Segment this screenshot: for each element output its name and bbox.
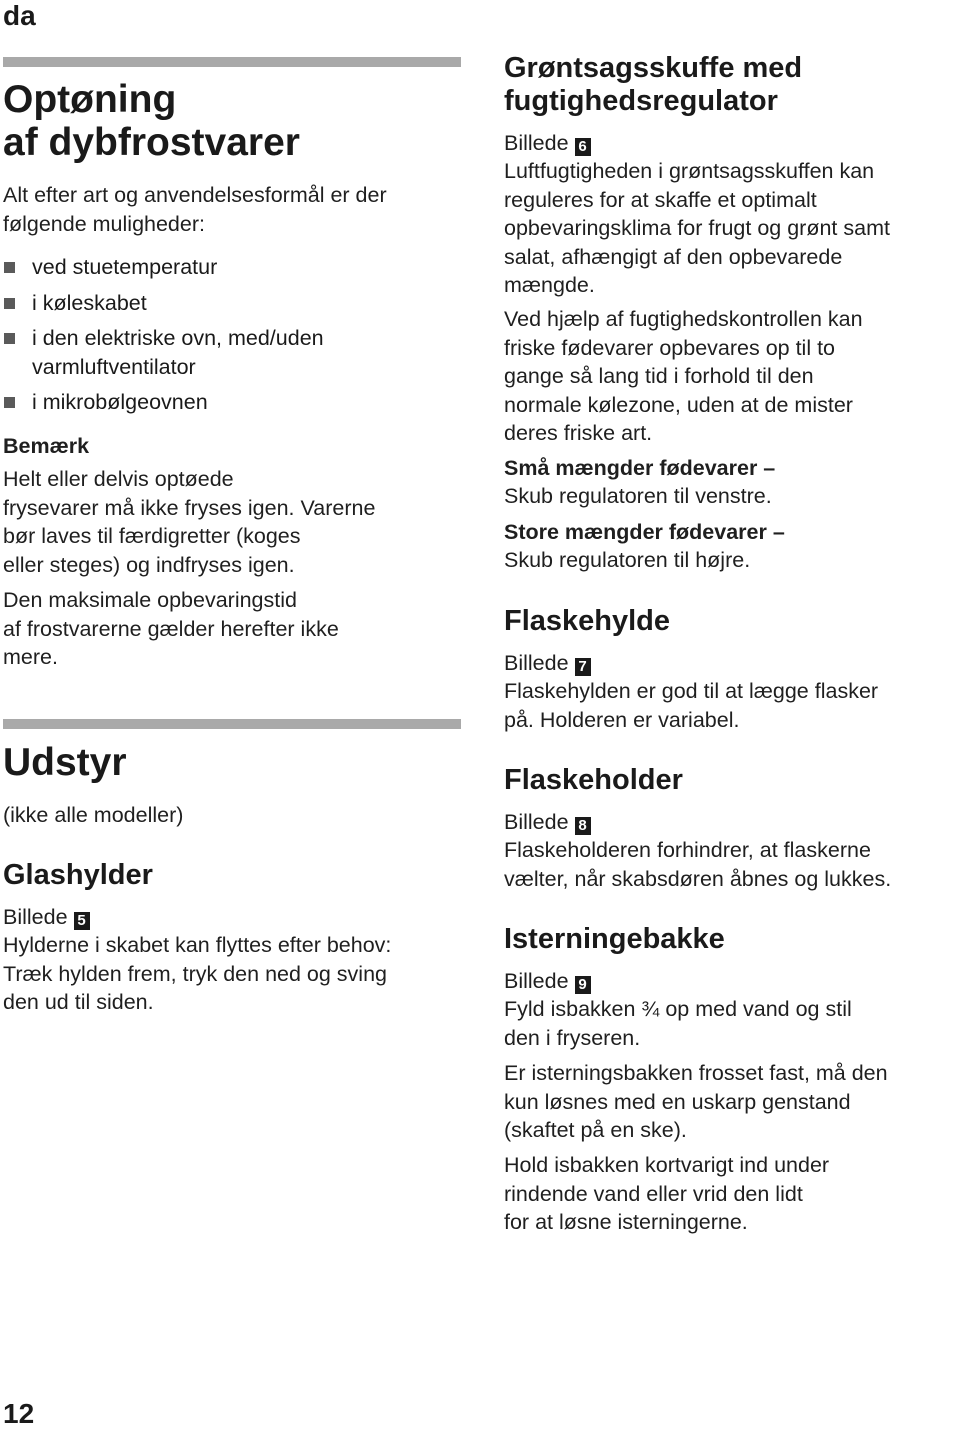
glass-shelves-text	[3, 931, 391, 1017]
text-line: normale kølezone, uden at de mister	[504, 392, 853, 417]
text-line: mere.	[3, 645, 58, 669]
bullet-square-icon	[4, 262, 15, 273]
subsection-title-bottle-holder: Flaskeholder	[504, 764, 683, 796]
figure-number-badge: 9	[575, 976, 591, 994]
text-line: i den elektriske ovn, med/uden	[32, 326, 324, 350]
text-line: Luftfugtigheden i grøntsagsskuffen kan	[504, 159, 875, 183]
equipment-subtitle: (ikke alle modeller)	[3, 803, 184, 827]
language-code: da	[3, 0, 36, 31]
figure-reference	[504, 649, 591, 678]
bullet-square-icon	[4, 298, 15, 309]
text-line: rindende vand eller vrid den lidt	[504, 1181, 803, 1206]
title-line: Optøning	[3, 78, 177, 121]
text-line: Flaskehylden er god til at lægge flasker	[504, 679, 879, 703]
text-line: følgende muligheder:	[3, 211, 205, 236]
subsection-title-vegetable-drawer	[504, 52, 802, 118]
text-line: Fyld isbakken ¾ op med vand og stil	[504, 997, 852, 1021]
figure-reference	[504, 967, 591, 996]
figure-label: Billede	[504, 810, 569, 834]
list-item	[3, 289, 324, 318]
small-quantities-text: Skub regulatoren til venstre.	[504, 484, 772, 508]
text-line: (skaftet på en ske).	[504, 1118, 687, 1142]
text-line: varmluftventilator	[32, 354, 196, 379]
text-line: af frostvarerne gælder herefter ikke	[3, 616, 339, 641]
figure-number-badge: 5	[74, 912, 90, 930]
text-line: på. Holderen er variabel.	[504, 707, 740, 732]
figure-reference	[3, 903, 90, 932]
text-line: Den maksimale opbevaringstid	[3, 588, 297, 612]
ice-tray-text-1	[504, 995, 852, 1052]
thawing-intro	[3, 181, 387, 238]
text-line: salat, afhængigt af den opbevarede	[504, 244, 843, 269]
text-line: bør laves til færdigretter (koges	[3, 524, 301, 548]
vegetable-drawer-text-2	[504, 305, 863, 448]
title-line: fugtighedsregulator	[504, 85, 778, 117]
section-title-equipment: Udstyr	[3, 741, 127, 784]
text-line: Alt efter art og anvendelsesformål er der	[3, 183, 387, 207]
subsection-title-ice-tray: Isterningebakke	[504, 923, 725, 955]
text-line: Helt eller delvis optøede	[3, 467, 234, 491]
text-line: mængde.	[504, 273, 595, 297]
text-line: Hylderne i skabet kan flyttes efter behov:	[3, 933, 392, 957]
bullet-square-icon	[4, 333, 15, 344]
note-heading: Bemærk	[3, 434, 90, 458]
text-line: frysevarer må ikke fryses igen. Varerne	[3, 495, 376, 520]
text-line: i køleskabet	[32, 290, 147, 315]
bottle-holder-text	[504, 836, 891, 893]
subsection-title-bottle-shelf: Flaskehylde	[504, 605, 671, 637]
bullet-square-icon	[4, 397, 15, 408]
ice-tray-text-2	[504, 1059, 888, 1145]
section-title-thawing	[3, 78, 300, 164]
text-line: Er isterningsbakken frosset fast, må den	[504, 1061, 888, 1085]
large-quantities-heading: Store mængder fødevarer –	[504, 520, 785, 544]
figure-reference	[504, 129, 591, 158]
subsection-title-glass-shelves: Glashylder	[3, 859, 153, 891]
title-line: Grøntsagsskuffe med	[504, 52, 803, 84]
page-number: 12	[3, 1398, 35, 1429]
small-quantities-heading: Små mængder fødevarer –	[504, 456, 776, 480]
storage-note	[3, 586, 339, 672]
figure-number-badge: 8	[575, 817, 591, 835]
text-line: eller steges) og indfryses igen.	[3, 552, 295, 577]
text-line: reguleres for at skaffe et optimalt	[504, 187, 817, 212]
thawing-options-list	[3, 253, 324, 424]
text-line: deres friske art.	[504, 421, 653, 445]
list-item	[3, 388, 324, 417]
figure-label: Billede	[504, 969, 569, 993]
ice-tray-text-3	[504, 1151, 829, 1237]
bottle-shelf-text	[504, 677, 878, 734]
text-line: den ud til siden.	[3, 990, 154, 1014]
figure-number-badge: 7	[575, 658, 591, 676]
title-line: af dybfrostvarer	[3, 121, 300, 164]
figure-label: Billede	[504, 651, 569, 675]
text-line: gange så lang tid i forhold til den	[504, 364, 814, 388]
figure-reference	[504, 808, 591, 837]
text-line: Ved hjælp af fugtighedskontrollen kan	[504, 307, 863, 331]
list-item	[3, 324, 324, 381]
text-line: kun løsnes med en uskarp genstand	[504, 1089, 851, 1114]
figure-number-badge: 6	[575, 138, 591, 156]
note-text	[3, 465, 375, 579]
text-line: den i fryseren.	[504, 1025, 641, 1050]
text-line: i mikrobølgeovnen	[32, 390, 208, 414]
figure-label: Billede	[3, 905, 68, 929]
text-line: Træk hylden frem, tryk den ned og sving	[3, 961, 387, 986]
text-line: opbevaringsklima for frugt og grønt samt	[504, 216, 890, 240]
large-quantities-text: Skub regulatoren til højre.	[504, 548, 751, 572]
text-line: friske fødevarer opbevares op til to	[504, 335, 836, 360]
text-line: ved stuetemperatur	[32, 255, 218, 279]
list-item	[3, 253, 324, 282]
vegetable-drawer-text-1	[504, 157, 890, 300]
text-line: Hold isbakken kortvarigt ind under	[504, 1153, 830, 1177]
text-line: vælter, når skabsdøren åbnes og lukkes.	[504, 866, 892, 891]
text-line: Flaskeholderen forhindrer, at flaskerne	[504, 838, 871, 862]
section-divider-thawing	[3, 57, 461, 67]
figure-label: Billede	[504, 131, 569, 155]
text-line: for at løsne isterningerne.	[504, 1210, 748, 1234]
section-divider-equipment	[3, 719, 461, 729]
